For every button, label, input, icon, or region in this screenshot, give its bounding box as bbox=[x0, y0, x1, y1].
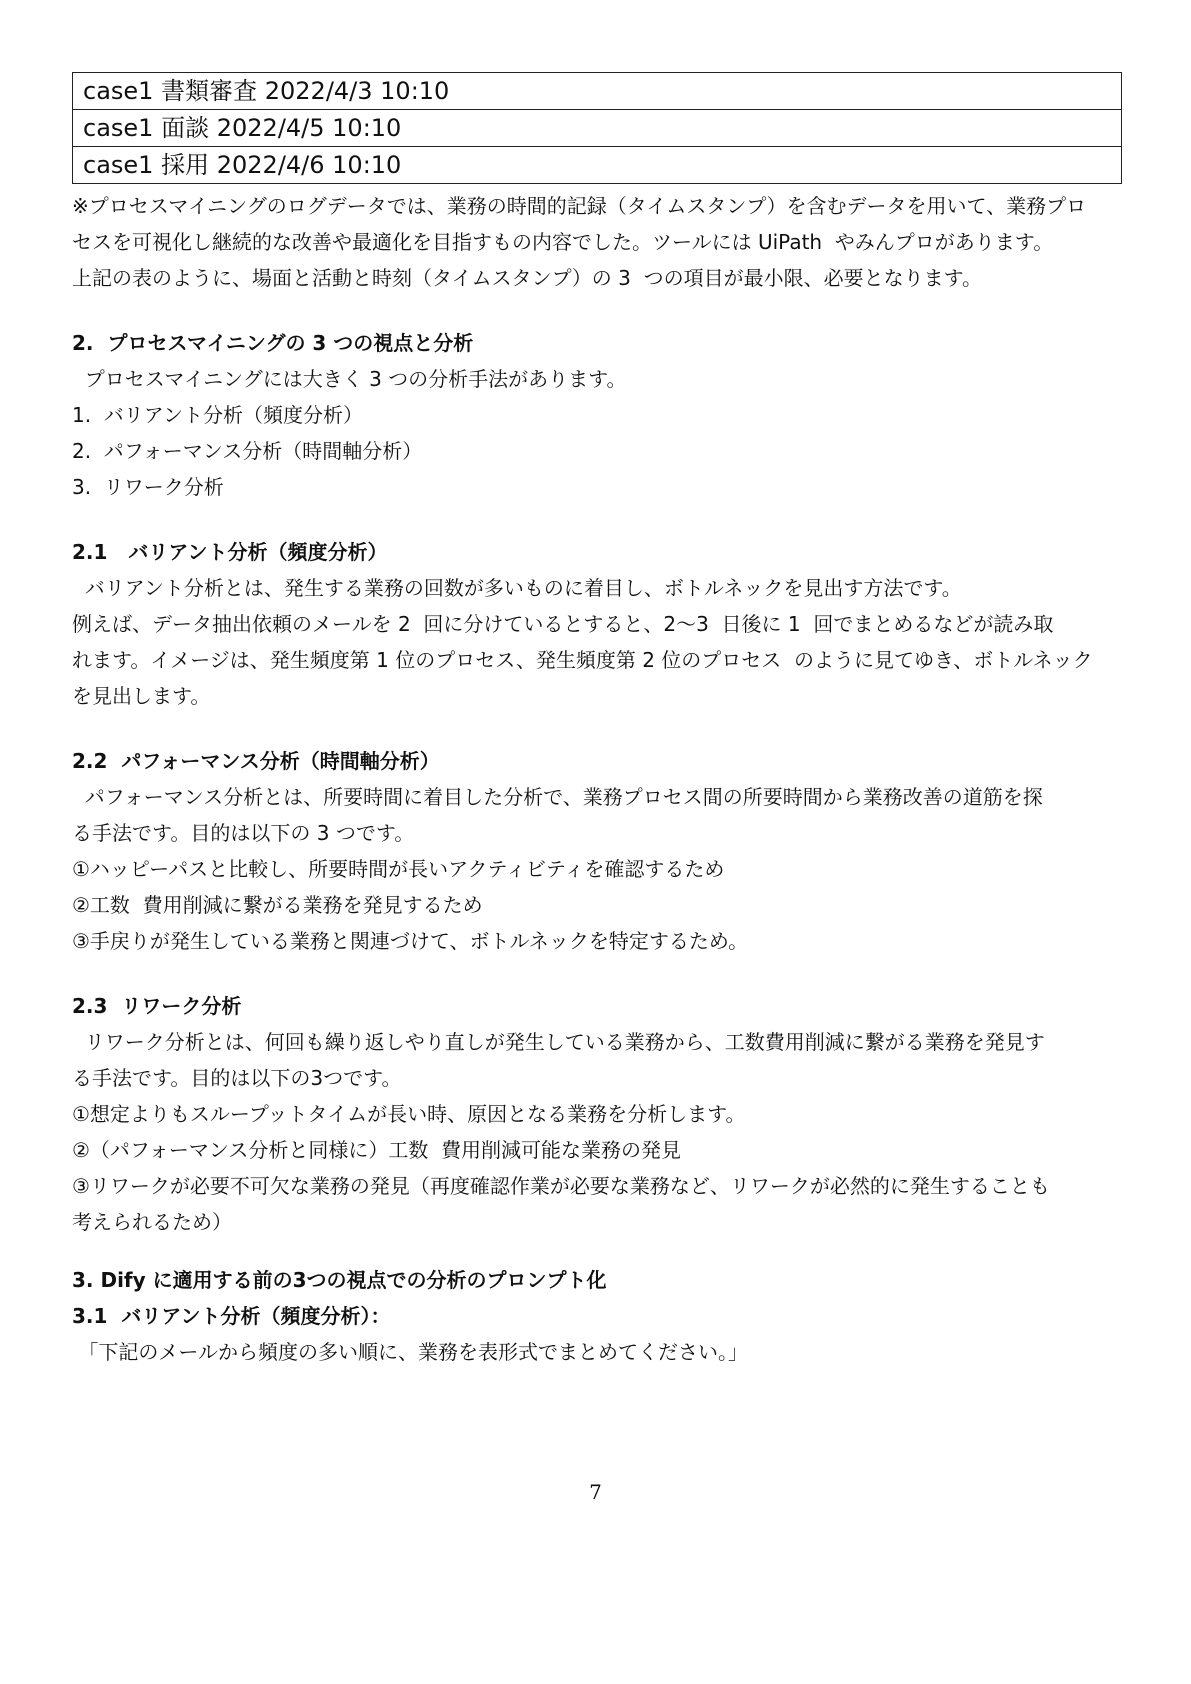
list-item: 2. パフォーマンス分析（時間軸分析） bbox=[72, 439, 423, 463]
section-heading: 2.3 リワーク分析 bbox=[72, 994, 242, 1018]
paragraph-line: れます。イメージは、発生頻度第 1 位のプロセス、発生頻度第 2 位のプロセス のように見てゆき、ボトルネック bbox=[72, 648, 1093, 672]
table-row bbox=[73, 73, 1122, 110]
section-heading: 2. プロセスマイニングの 3 つの視点と分析 bbox=[72, 331, 474, 355]
list-item: ③手戻りが発生している業務と関連づけて、ボトルネックを特定するため。 bbox=[72, 929, 749, 953]
section-2-3 bbox=[72, 988, 1122, 1240]
table-row bbox=[73, 110, 1122, 147]
list-item: ③リワークが必要不可欠な業務の発見（再度確認作業が必要な業務など、リワークが必然的に発生することも bbox=[72, 1174, 1050, 1198]
table-cell: case1 面談 2022/4/5 10:10 bbox=[73, 110, 1122, 147]
table-row bbox=[73, 147, 1122, 184]
list-item: 1. バリアント分析（頻度分析） bbox=[72, 403, 363, 427]
page-number: 7 bbox=[589, 1480, 602, 1504]
section-heading: 2.1 バリアント分析（頻度分析） bbox=[72, 540, 388, 564]
paragraph-line: リワーク分析とは、何回も繰り返しやり直しが発生している業務から、工数費用削減に繋がる業務を発見す bbox=[72, 1030, 1045, 1054]
note-line: セスを可視化し継続的な改善や最適化を目指すもの内容でした。ツールには UiPath やみんプロがあります。 bbox=[72, 230, 1054, 254]
document-page bbox=[72, 72, 1122, 1370]
list-item: ①ハッピーパスと比較し、所要時間が長いアクティビティを確認するため bbox=[72, 857, 725, 881]
subsection-heading: 3.1 バリアント分析（頻度分析）： bbox=[72, 1304, 391, 1328]
list-item: ②工数 費用削減に繋がる業務を発見するため bbox=[72, 893, 483, 917]
table-cell: case1 採用 2022/4/6 10:10 bbox=[73, 147, 1122, 184]
note-line: ※プロセスマイニングのログデータでは、業務の時間的記録（タイムスタンプ）を含むデータを用いて、業務プロ bbox=[72, 194, 1087, 218]
paragraph-line: を見出します。 bbox=[72, 684, 211, 708]
section-heading: 3. Dify に適用する前の3つの視点での分析のプロンプト化 bbox=[72, 1268, 607, 1292]
list-item: ②（パフォーマンス分析と同様に）工数 費用削減可能な業務の発見 bbox=[72, 1138, 682, 1162]
note-line: 上記の表のように、場面と活動と時刻（タイムスタンプ）の 3 つの項目が最小限、必要となります。 bbox=[72, 266, 982, 290]
note-paragraph bbox=[72, 188, 1122, 296]
paragraph-line: る手法です。目的は以下の3つです。 bbox=[72, 1066, 402, 1090]
log-data-table bbox=[72, 72, 1122, 184]
paragraph-line: 例えば、データ抽出依頼のメールを 2 回に分けているとすると、2～3 日後に 1 回でまとめるなどが読み取 bbox=[72, 612, 1054, 636]
table-cell: case1 書類審査 2022/4/3 10:10 bbox=[73, 73, 1122, 110]
paragraph-line: 考えられるため） bbox=[72, 1210, 232, 1234]
paragraph-line: パフォーマンス分析とは、所要時間に着目した分析で、業務プロセス間の所要時間から業務改善の道筋を探 bbox=[72, 785, 1043, 809]
paragraph-line: プロセスマイニングには大きく 3 つの分析手法があります。 bbox=[72, 367, 627, 391]
paragraph-line: る手法です。目的は以下の 3 つです。 bbox=[72, 821, 415, 845]
prompt-text: 「下記のメールから頻度の多い順に、業務を表形式でまとめてください。」 bbox=[72, 1340, 748, 1364]
section-2-1 bbox=[72, 534, 1122, 714]
list-item: ①想定よりもスループットタイムが長い時、原因となる業務を分析します。 bbox=[72, 1102, 746, 1126]
section-heading: 2.2 パフォーマンス分析（時間軸分析） bbox=[72, 749, 440, 773]
section-2-2 bbox=[72, 743, 1122, 959]
list-item: 3. リワーク分析 bbox=[72, 475, 224, 499]
paragraph-line: バリアント分析とは、発生する業務の回数が多いものに着目し、ボトルネックを見出す方法です。 bbox=[72, 576, 962, 600]
section-3 bbox=[72, 1262, 1122, 1370]
section-2 bbox=[72, 325, 1122, 505]
